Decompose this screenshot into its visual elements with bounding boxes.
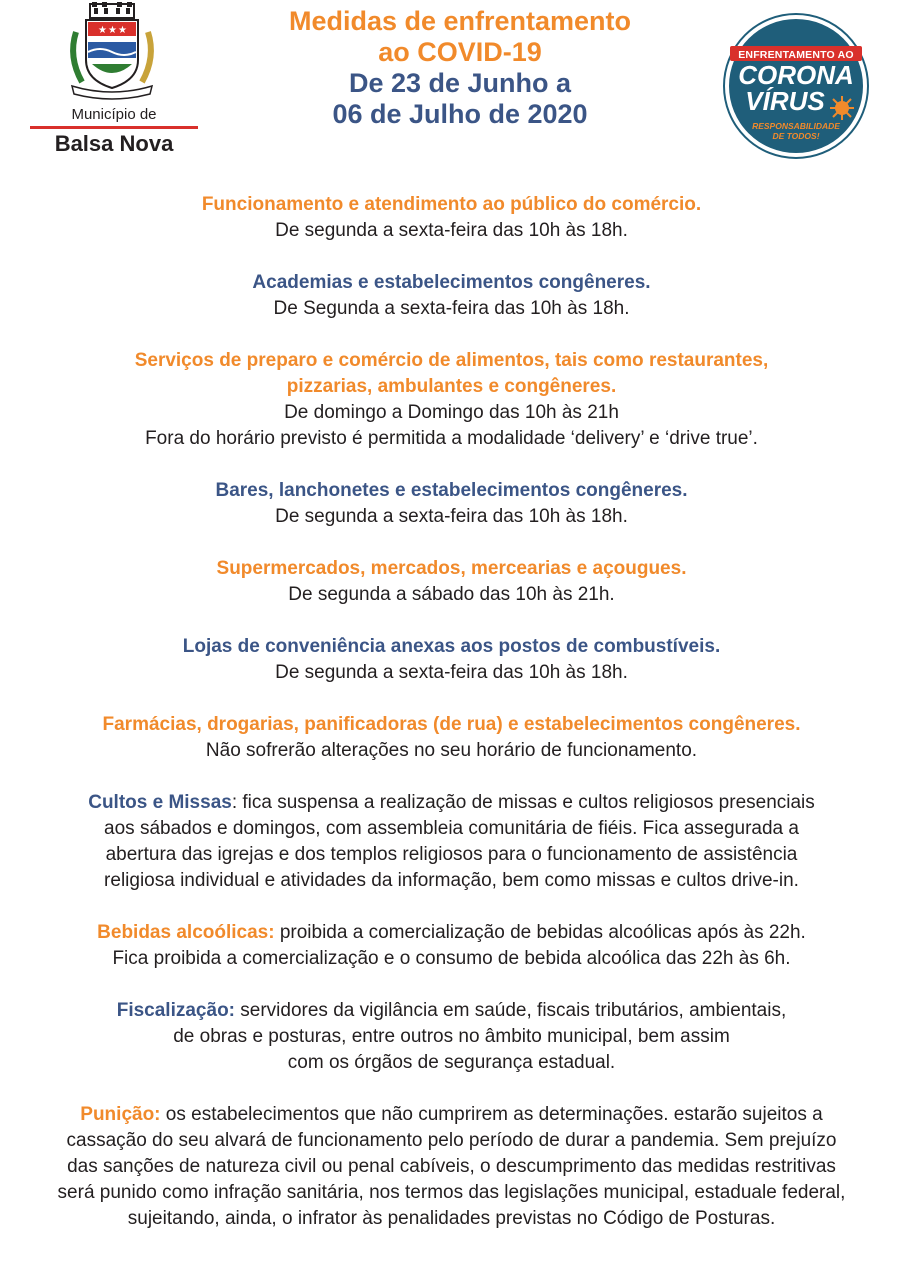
cultos-line-4: religiosa individual e atividades da informação, bem como missas e cultos drive-in.: [104, 870, 799, 891]
section-farmacias: [0, 712, 903, 764]
punicao-line-2: cassação do seu alvará de funcionamento pelo período de durar a pandemia. Sem prejuízo: [66, 1130, 837, 1151]
title-line-2: ao COVID-19: [378, 37, 542, 67]
section-text: De segunda a sexta-feira das 10h às 18h.: [275, 506, 628, 527]
section-punicao: [0, 1102, 903, 1232]
punicao-line-4: será punido como infração sanitária, nos termos das legislações municipal, estaduale federal,: [57, 1182, 846, 1203]
date-line-1: De 23 de Junho a: [348, 68, 572, 98]
municipality-divider: [30, 126, 198, 129]
cultos-line-2: aos sábados e domingos, com assembleia comunitária de fiéis. Fica assegurada a: [104, 818, 799, 839]
section-heading: Farmácias, drogarias, panificadoras (de rua) e estabelecimentos congêneres.: [102, 714, 801, 735]
section-text: De Segunda a sexta-feira das 10h às 18h.: [273, 298, 630, 319]
bebidas-line-1: [20, 920, 883, 946]
section-heading: Serviços de preparo e comércio de alimentos, tais como restaurantes,: [134, 350, 769, 371]
measures-list: [0, 192, 903, 1258]
section-alimentos: [0, 348, 903, 452]
header: [0, 0, 903, 175]
section-text: De segunda a sexta-feira das 10h às 18h.: [275, 662, 628, 683]
section-heading: Lojas de conveniência anexas aos postos de combustíveis.: [182, 636, 721, 657]
municipality-label: Município de: [71, 106, 157, 123]
fiscalizacao-line-3: com os órgãos de segurança estadual.: [287, 1052, 616, 1073]
title-line-1: Medidas de enfrentamento: [288, 6, 632, 36]
section-fiscalizacao: [0, 998, 903, 1076]
section-bares: [0, 478, 903, 530]
section-heading: Funcionamento e atendimento ao público do comércio.: [201, 194, 702, 215]
cultos-text-1: : fica suspensa a realização de missas e cultos religiosos presenciais: [231, 792, 815, 813]
section-academias: [0, 270, 903, 322]
section-text: Não sofrerão alterações no seu horário de funcionamento.: [205, 740, 698, 761]
date-line-2: 06 de Julho de 2020: [332, 99, 588, 129]
svg-text:★: ★: [118, 25, 127, 36]
section-heading: Supermercados, mercados, mercearias e açougues.: [216, 558, 687, 579]
section-comercio: [0, 192, 903, 244]
punicao-line-3: das sanções de natureza civil ou penal cabíveis, o descumprimento das medidas restritivas: [67, 1156, 836, 1177]
cultos-label: Cultos e Missas: [88, 792, 232, 813]
section-text: De domingo a Domingo das 10h às 21h: [284, 402, 619, 423]
section-lojas-conveniencia: [0, 634, 903, 686]
cultos-line-1: [20, 790, 883, 816]
cultos-line-3: abertura das igrejas e dos templos religiosos para o funcionamento de assistência: [105, 844, 798, 865]
badge-word-corona: CORONA: [738, 60, 854, 90]
badge-text: [722, 12, 870, 160]
municipal-crest-logo: [62, 2, 162, 102]
bebidas-text-1: proibida a comercialização de bebidas alcoólicas após às 22h.: [274, 922, 806, 943]
section-heading: pizzarias, ambulantes e congêneres.: [286, 376, 617, 397]
section-cultos: [0, 790, 903, 894]
badge-top-text: ENFRENTAMENTO AO: [738, 49, 854, 61]
badge-tagline: [722, 121, 870, 141]
badge-tagline-1: RESPONSABILIDADE: [752, 121, 840, 131]
section-text: De segunda a sábado das 10h às 21h.: [288, 584, 615, 605]
fiscalizacao-line-1: [20, 998, 883, 1024]
fiscalizacao-text-1: servidores da vigilância em saúde, fiscais tributários, ambientais,: [235, 1000, 787, 1021]
punicao-text-1: os estabelecimentos que não cumprirem as determinações. estarão sujeitos a: [160, 1104, 823, 1125]
punicao-line-1: [4, 1102, 899, 1128]
municipality-name: Balsa Nova: [54, 131, 174, 156]
fiscalizacao-line-2: de obras e posturas, entre outros no âmbito municipal, bem assim: [173, 1026, 730, 1047]
fiscalizacao-label: Fiscalização:: [116, 1000, 235, 1021]
badge-word-virus: VÍRUS: [745, 86, 825, 116]
badge-tagline-2: DE TODOS!: [772, 131, 820, 141]
section-text: Fora do horário previsto é permitida a modalidade ‘delivery’ e ‘drive true’.: [145, 428, 758, 449]
svg-text:★: ★: [108, 25, 117, 36]
section-bebidas: [0, 920, 903, 972]
section-heading: Academias e estabelecimentos congêneres.: [252, 272, 651, 293]
page-title: [210, 6, 710, 130]
section-heading: Bares, lanchonetes e estabelecimentos congêneres.: [215, 480, 688, 501]
svg-text:★: ★: [98, 25, 107, 36]
section-supermercados: [0, 556, 903, 608]
bebidas-label: Bebidas alcoólicas:: [97, 922, 275, 943]
punicao-label: Punição:: [80, 1104, 161, 1125]
section-text: De segunda a sexta-feira das 10h às 18h.: [275, 220, 628, 241]
bebidas-line-2: Fica proibida a comercialização e o consumo de bebida alcoólica das 22h às 6h.: [112, 948, 791, 969]
punicao-line-5: sujeitando, ainda, o infrator às penalidades previstas no Código de Posturas.: [127, 1208, 776, 1229]
